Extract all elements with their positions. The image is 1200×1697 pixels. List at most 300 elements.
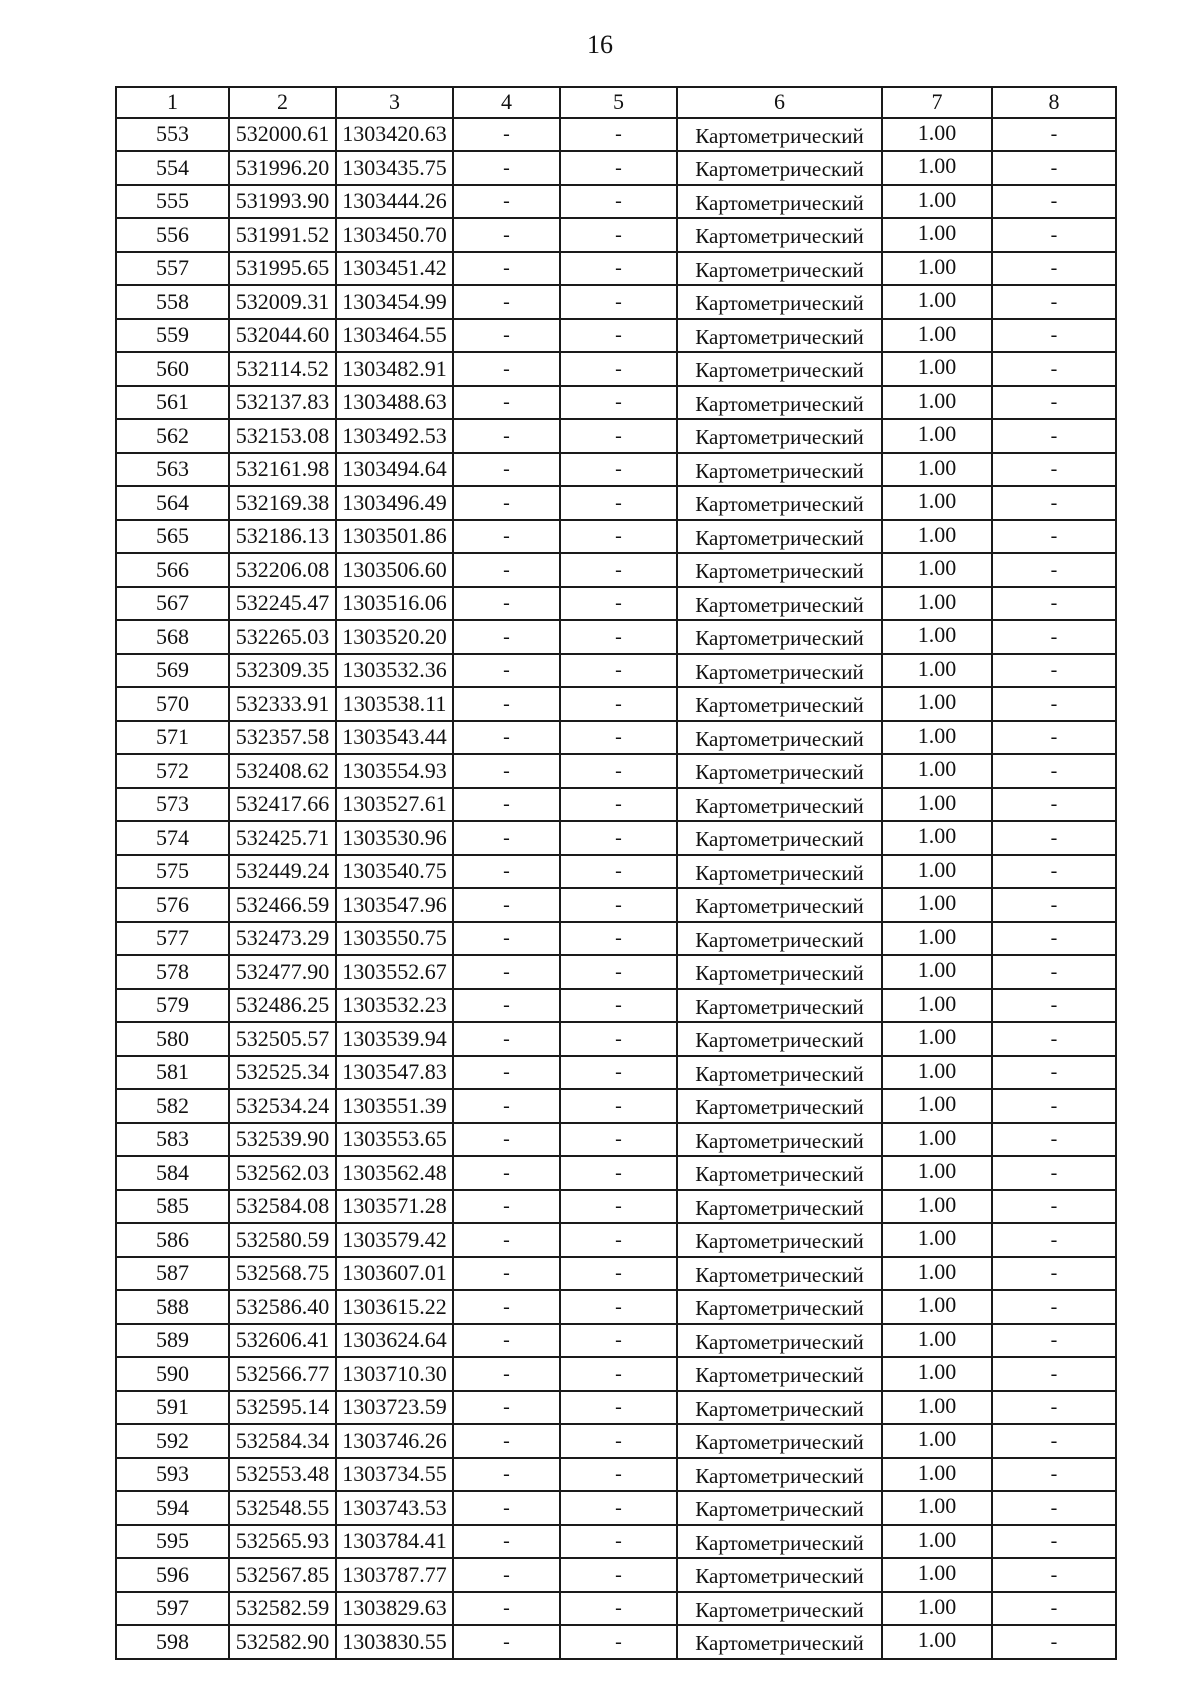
x-coordinate-cell: 532408.62 — [229, 754, 336, 788]
point-number-cell: 581 — [116, 1056, 229, 1090]
method-cell: Картометрический — [677, 1525, 882, 1559]
x-coordinate-cell: 532245.47 — [229, 587, 336, 621]
y-coordinate-cell: 1303435.75 — [336, 151, 453, 185]
column-5-cell: - — [560, 1458, 677, 1492]
table-row — [116, 1592, 1116, 1626]
x-coordinate-cell: 532565.93 — [229, 1525, 336, 1559]
point-number-cell: 564 — [116, 486, 229, 520]
x-coordinate-cell: 532584.34 — [229, 1424, 336, 1458]
column-5-cell: - — [560, 989, 677, 1023]
column-5-cell: - — [560, 218, 677, 252]
table-row — [116, 252, 1116, 286]
point-number-cell: 584 — [116, 1156, 229, 1190]
accuracy-cell: 1.00 — [882, 453, 992, 487]
y-coordinate-cell: 1303550.75 — [336, 922, 453, 956]
table-body — [116, 118, 1116, 1659]
method-cell: Картометрический — [677, 218, 882, 252]
x-coordinate-cell: 531991.52 — [229, 218, 336, 252]
point-number-cell: 588 — [116, 1290, 229, 1324]
column-4-cell: - — [453, 1056, 560, 1090]
accuracy-cell: 1.00 — [882, 1424, 992, 1458]
column-4-cell: - — [453, 1123, 560, 1157]
point-number-cell: 579 — [116, 989, 229, 1023]
y-coordinate-cell: 1303538.11 — [336, 687, 453, 721]
column-8-cell: - — [992, 1357, 1116, 1391]
point-number-cell: 559 — [116, 319, 229, 353]
table-row — [116, 285, 1116, 319]
point-number-cell: 576 — [116, 888, 229, 922]
point-number-cell: 593 — [116, 1458, 229, 1492]
column-4-cell: - — [453, 1357, 560, 1391]
method-cell: Картометрический — [677, 1324, 882, 1358]
accuracy-cell: 1.00 — [882, 1491, 992, 1525]
column-4-cell: - — [453, 252, 560, 286]
point-number-cell: 586 — [116, 1223, 229, 1257]
table-row — [116, 1123, 1116, 1157]
method-cell: Картометрический — [677, 352, 882, 386]
x-coordinate-cell: 532534.24 — [229, 1089, 336, 1123]
column-8-cell: - — [992, 1257, 1116, 1291]
x-coordinate-cell: 531993.90 — [229, 185, 336, 219]
column-8-cell: - — [992, 620, 1116, 654]
point-number-cell: 561 — [116, 386, 229, 420]
point-number-cell: 598 — [116, 1625, 229, 1659]
method-cell: Картометрический — [677, 754, 882, 788]
column-4-cell: - — [453, 1022, 560, 1056]
method-cell: Картометрический — [677, 687, 882, 721]
column-5-cell: - — [560, 1558, 677, 1592]
y-coordinate-cell: 1303543.44 — [336, 721, 453, 755]
column-5-cell: - — [560, 1525, 677, 1559]
y-coordinate-cell: 1303547.96 — [336, 888, 453, 922]
point-number-cell: 556 — [116, 218, 229, 252]
x-coordinate-cell: 532417.66 — [229, 788, 336, 822]
x-coordinate-cell: 532580.59 — [229, 1223, 336, 1257]
x-coordinate-cell: 532265.03 — [229, 620, 336, 654]
method-cell: Картометрический — [677, 118, 882, 152]
column-8-cell: - — [992, 888, 1116, 922]
point-number-cell: 583 — [116, 1123, 229, 1157]
y-coordinate-cell: 1303494.64 — [336, 453, 453, 487]
point-number-cell: 575 — [116, 855, 229, 889]
table-row — [116, 1525, 1116, 1559]
column-8-cell: - — [992, 151, 1116, 185]
accuracy-cell: 1.00 — [882, 151, 992, 185]
x-coordinate-cell: 531995.65 — [229, 252, 336, 286]
column-header-2: 2 — [229, 87, 336, 118]
y-coordinate-cell: 1303547.83 — [336, 1056, 453, 1090]
column-4-cell: - — [453, 218, 560, 252]
y-coordinate-cell: 1303520.20 — [336, 620, 453, 654]
y-coordinate-cell: 1303527.61 — [336, 788, 453, 822]
y-coordinate-cell: 1303540.75 — [336, 855, 453, 889]
column-5-cell: - — [560, 252, 677, 286]
table-row — [116, 118, 1116, 152]
point-number-cell: 569 — [116, 654, 229, 688]
y-coordinate-cell: 1303830.55 — [336, 1625, 453, 1659]
column-5-cell: - — [560, 1089, 677, 1123]
column-8-cell: - — [992, 1458, 1116, 1492]
method-cell: Картометрический — [677, 386, 882, 420]
column-5-cell: - — [560, 888, 677, 922]
column-8-cell: - — [992, 285, 1116, 319]
column-4-cell: - — [453, 352, 560, 386]
y-coordinate-cell: 1303506.60 — [336, 553, 453, 587]
y-coordinate-cell: 1303734.55 — [336, 1458, 453, 1492]
table-row — [116, 1156, 1116, 1190]
table-row — [116, 1089, 1116, 1123]
table-row — [116, 151, 1116, 185]
accuracy-cell: 1.00 — [882, 788, 992, 822]
column-4-cell: - — [453, 319, 560, 353]
column-8-cell: - — [992, 185, 1116, 219]
table-row — [116, 1558, 1116, 1592]
column-5-cell: - — [560, 520, 677, 554]
y-coordinate-cell: 1303551.39 — [336, 1089, 453, 1123]
table-row — [116, 1625, 1116, 1659]
column-5-cell: - — [560, 1022, 677, 1056]
accuracy-cell: 1.00 — [882, 1190, 992, 1224]
accuracy-cell: 1.00 — [882, 1558, 992, 1592]
column-8-cell: - — [992, 922, 1116, 956]
column-8-cell: - — [992, 218, 1116, 252]
column-8-cell: - — [992, 1022, 1116, 1056]
x-coordinate-cell: 532586.40 — [229, 1290, 336, 1324]
point-number-cell: 577 — [116, 922, 229, 956]
column-8-cell: - — [992, 486, 1116, 520]
accuracy-cell: 1.00 — [882, 721, 992, 755]
point-number-cell: 597 — [116, 1592, 229, 1626]
column-8-cell: - — [992, 520, 1116, 554]
x-coordinate-cell: 532582.90 — [229, 1625, 336, 1659]
y-coordinate-cell: 1303710.30 — [336, 1357, 453, 1391]
method-cell: Картометрический — [677, 553, 882, 587]
column-8-cell: - — [992, 252, 1116, 286]
column-5-cell: - — [560, 1592, 677, 1626]
point-number-cell: 560 — [116, 352, 229, 386]
accuracy-cell: 1.00 — [882, 520, 992, 554]
y-coordinate-cell: 1303464.55 — [336, 319, 453, 353]
point-number-cell: 557 — [116, 252, 229, 286]
y-coordinate-cell: 1303553.65 — [336, 1123, 453, 1157]
column-5-cell: - — [560, 687, 677, 721]
table-row — [116, 620, 1116, 654]
x-coordinate-cell: 531996.20 — [229, 151, 336, 185]
column-4-cell: - — [453, 419, 560, 453]
table-row — [116, 654, 1116, 688]
column-4-cell: - — [453, 687, 560, 721]
accuracy-cell: 1.00 — [882, 218, 992, 252]
column-8-cell: - — [992, 352, 1116, 386]
column-5-cell: - — [560, 587, 677, 621]
column-4-cell: - — [453, 1625, 560, 1659]
method-cell: Картометрический — [677, 1391, 882, 1425]
point-number-cell: 567 — [116, 587, 229, 621]
column-header-7: 7 — [882, 87, 992, 118]
table-row — [116, 955, 1116, 989]
column-5-cell: - — [560, 1391, 677, 1425]
y-coordinate-cell: 1303615.22 — [336, 1290, 453, 1324]
point-number-cell: 558 — [116, 285, 229, 319]
x-coordinate-cell: 532357.58 — [229, 721, 336, 755]
column-8-cell: - — [992, 319, 1116, 353]
accuracy-cell: 1.00 — [882, 1290, 992, 1324]
accuracy-cell: 1.00 — [882, 1592, 992, 1626]
point-number-cell: 566 — [116, 553, 229, 587]
column-5-cell: - — [560, 352, 677, 386]
x-coordinate-cell: 532333.91 — [229, 687, 336, 721]
method-cell: Картометрический — [677, 888, 882, 922]
column-8-cell: - — [992, 1089, 1116, 1123]
point-number-cell: 572 — [116, 754, 229, 788]
column-8-cell: - — [992, 989, 1116, 1023]
column-4-cell: - — [453, 654, 560, 688]
column-5-cell: - — [560, 1424, 677, 1458]
table-row — [116, 1357, 1116, 1391]
x-coordinate-cell: 532169.38 — [229, 486, 336, 520]
column-4-cell: - — [453, 1290, 560, 1324]
table-row — [116, 1223, 1116, 1257]
column-4-cell: - — [453, 620, 560, 654]
x-coordinate-cell: 532473.29 — [229, 922, 336, 956]
point-number-cell: 578 — [116, 955, 229, 989]
coordinates-table — [115, 86, 1117, 1660]
x-coordinate-cell: 532606.41 — [229, 1324, 336, 1358]
table-row — [116, 754, 1116, 788]
column-8-cell: - — [992, 1290, 1116, 1324]
column-4-cell: - — [453, 1491, 560, 1525]
x-coordinate-cell: 532525.34 — [229, 1056, 336, 1090]
column-8-cell: - — [992, 1491, 1116, 1525]
column-4-cell: - — [453, 1089, 560, 1123]
y-coordinate-cell: 1303746.26 — [336, 1424, 453, 1458]
method-cell: Картометрический — [677, 185, 882, 219]
method-cell: Картометрический — [677, 1625, 882, 1659]
x-coordinate-cell: 532137.83 — [229, 386, 336, 420]
point-number-cell: 570 — [116, 687, 229, 721]
accuracy-cell: 1.00 — [882, 989, 992, 1023]
accuracy-cell: 1.00 — [882, 285, 992, 319]
method-cell: Картометрический — [677, 654, 882, 688]
accuracy-cell: 1.00 — [882, 1223, 992, 1257]
column-5-cell: - — [560, 285, 677, 319]
accuracy-cell: 1.00 — [882, 922, 992, 956]
point-number-cell: 574 — [116, 821, 229, 855]
method-cell: Картометрический — [677, 285, 882, 319]
point-number-cell: 563 — [116, 453, 229, 487]
column-4-cell: - — [453, 386, 560, 420]
column-8-cell: - — [992, 687, 1116, 721]
table-row — [116, 386, 1116, 420]
y-coordinate-cell: 1303829.63 — [336, 1592, 453, 1626]
column-5-cell: - — [560, 1290, 677, 1324]
point-number-cell: 568 — [116, 620, 229, 654]
x-coordinate-cell: 532477.90 — [229, 955, 336, 989]
accuracy-cell: 1.00 — [882, 486, 992, 520]
column-5-cell: - — [560, 1056, 677, 1090]
accuracy-cell: 1.00 — [882, 386, 992, 420]
column-5-cell: - — [560, 788, 677, 822]
method-cell: Картометрический — [677, 788, 882, 822]
x-coordinate-cell: 532584.08 — [229, 1190, 336, 1224]
column-5-cell: - — [560, 955, 677, 989]
table-row — [116, 788, 1116, 822]
column-5-cell: - — [560, 453, 677, 487]
x-coordinate-cell: 532486.25 — [229, 989, 336, 1023]
column-5-cell: - — [560, 419, 677, 453]
y-coordinate-cell: 1303723.59 — [336, 1391, 453, 1425]
column-4-cell: - — [453, 486, 560, 520]
method-cell: Картометрический — [677, 1592, 882, 1626]
column-4-cell: - — [453, 285, 560, 319]
method-cell: Картометрический — [677, 922, 882, 956]
method-cell: Картометрический — [677, 1022, 882, 1056]
table-row — [116, 218, 1116, 252]
column-5-cell: - — [560, 721, 677, 755]
accuracy-cell: 1.00 — [882, 888, 992, 922]
y-coordinate-cell: 1303451.42 — [336, 252, 453, 286]
accuracy-cell: 1.00 — [882, 1056, 992, 1090]
table-row — [116, 587, 1116, 621]
column-4-cell: - — [453, 520, 560, 554]
table-row — [116, 553, 1116, 587]
x-coordinate-cell: 532466.59 — [229, 888, 336, 922]
method-cell: Картометрический — [677, 1558, 882, 1592]
column-5-cell: - — [560, 319, 677, 353]
method-cell: Картометрический — [677, 1424, 882, 1458]
accuracy-cell: 1.00 — [882, 319, 992, 353]
column-5-cell: - — [560, 386, 677, 420]
column-5-cell: - — [560, 1324, 677, 1358]
accuracy-cell: 1.00 — [882, 1089, 992, 1123]
column-5-cell: - — [560, 1257, 677, 1291]
y-coordinate-cell: 1303562.48 — [336, 1156, 453, 1190]
table-row — [116, 453, 1116, 487]
y-coordinate-cell: 1303501.86 — [336, 520, 453, 554]
method-cell: Картометрический — [677, 1458, 882, 1492]
column-4-cell: - — [453, 989, 560, 1023]
accuracy-cell: 1.00 — [882, 1123, 992, 1157]
point-number-cell: 591 — [116, 1391, 229, 1425]
method-cell: Картометрический — [677, 151, 882, 185]
column-8-cell: - — [992, 654, 1116, 688]
column-8-cell: - — [992, 1324, 1116, 1358]
column-4-cell: - — [453, 587, 560, 621]
method-cell: Картометрический — [677, 1056, 882, 1090]
column-5-cell: - — [560, 754, 677, 788]
column-8-cell: - — [992, 855, 1116, 889]
x-coordinate-cell: 532009.31 — [229, 285, 336, 319]
method-cell: Картометрический — [677, 1123, 882, 1157]
column-4-cell: - — [453, 855, 560, 889]
table-row — [116, 922, 1116, 956]
point-number-cell: 553 — [116, 118, 229, 152]
column-8-cell: - — [992, 821, 1116, 855]
accuracy-cell: 1.00 — [882, 252, 992, 286]
x-coordinate-cell: 532568.75 — [229, 1257, 336, 1291]
column-4-cell: - — [453, 453, 560, 487]
method-cell: Картометрический — [677, 821, 882, 855]
column-4-cell: - — [453, 1424, 560, 1458]
column-8-cell: - — [992, 754, 1116, 788]
column-4-cell: - — [453, 185, 560, 219]
table-header-row — [116, 87, 1116, 118]
accuracy-cell: 1.00 — [882, 855, 992, 889]
method-cell: Картометрический — [677, 1089, 882, 1123]
column-4-cell: - — [453, 1257, 560, 1291]
accuracy-cell: 1.00 — [882, 620, 992, 654]
point-number-cell: 582 — [116, 1089, 229, 1123]
method-cell: Картометрический — [677, 620, 882, 654]
column-8-cell: - — [992, 1625, 1116, 1659]
x-coordinate-cell: 532562.03 — [229, 1156, 336, 1190]
table-row — [116, 520, 1116, 554]
accuracy-cell: 1.00 — [882, 587, 992, 621]
y-coordinate-cell: 1303444.26 — [336, 185, 453, 219]
x-coordinate-cell: 532044.60 — [229, 319, 336, 353]
column-4-cell: - — [453, 1156, 560, 1190]
point-number-cell: 587 — [116, 1257, 229, 1291]
y-coordinate-cell: 1303571.28 — [336, 1190, 453, 1224]
table-row — [116, 486, 1116, 520]
column-4-cell: - — [453, 888, 560, 922]
accuracy-cell: 1.00 — [882, 553, 992, 587]
column-8-cell: - — [992, 1558, 1116, 1592]
column-5-cell: - — [560, 118, 677, 152]
table-row — [116, 319, 1116, 353]
x-coordinate-cell: 532186.13 — [229, 520, 336, 554]
x-coordinate-cell: 532548.55 — [229, 1491, 336, 1525]
y-coordinate-cell: 1303539.94 — [336, 1022, 453, 1056]
column-8-cell: - — [992, 453, 1116, 487]
column-4-cell: - — [453, 955, 560, 989]
column-5-cell: - — [560, 553, 677, 587]
column-8-cell: - — [992, 386, 1116, 420]
x-coordinate-cell: 532553.48 — [229, 1458, 336, 1492]
column-header-5: 5 — [560, 87, 677, 118]
method-cell: Картометрический — [677, 1290, 882, 1324]
y-coordinate-cell: 1303420.63 — [336, 118, 453, 152]
column-8-cell: - — [992, 1123, 1116, 1157]
column-5-cell: - — [560, 185, 677, 219]
method-cell: Картометрический — [677, 1257, 882, 1291]
accuracy-cell: 1.00 — [882, 185, 992, 219]
point-number-cell: 596 — [116, 1558, 229, 1592]
y-coordinate-cell: 1303579.42 — [336, 1223, 453, 1257]
column-4-cell: - — [453, 754, 560, 788]
column-5-cell: - — [560, 821, 677, 855]
column-8-cell: - — [992, 553, 1116, 587]
table-row — [116, 1257, 1116, 1291]
table-row — [116, 352, 1116, 386]
column-4-cell: - — [453, 553, 560, 587]
point-number-cell: 571 — [116, 721, 229, 755]
y-coordinate-cell: 1303787.77 — [336, 1558, 453, 1592]
column-5-cell: - — [560, 855, 677, 889]
column-4-cell: - — [453, 922, 560, 956]
point-number-cell: 565 — [116, 520, 229, 554]
method-cell: Картометрический — [677, 252, 882, 286]
point-number-cell: 585 — [116, 1190, 229, 1224]
column-5-cell: - — [560, 1625, 677, 1659]
method-cell: Картометрический — [677, 486, 882, 520]
column-5-cell: - — [560, 151, 677, 185]
column-5-cell: - — [560, 922, 677, 956]
table-row — [116, 1022, 1116, 1056]
method-cell: Картометрический — [677, 1223, 882, 1257]
column-5-cell: - — [560, 1357, 677, 1391]
table-row — [116, 1458, 1116, 1492]
